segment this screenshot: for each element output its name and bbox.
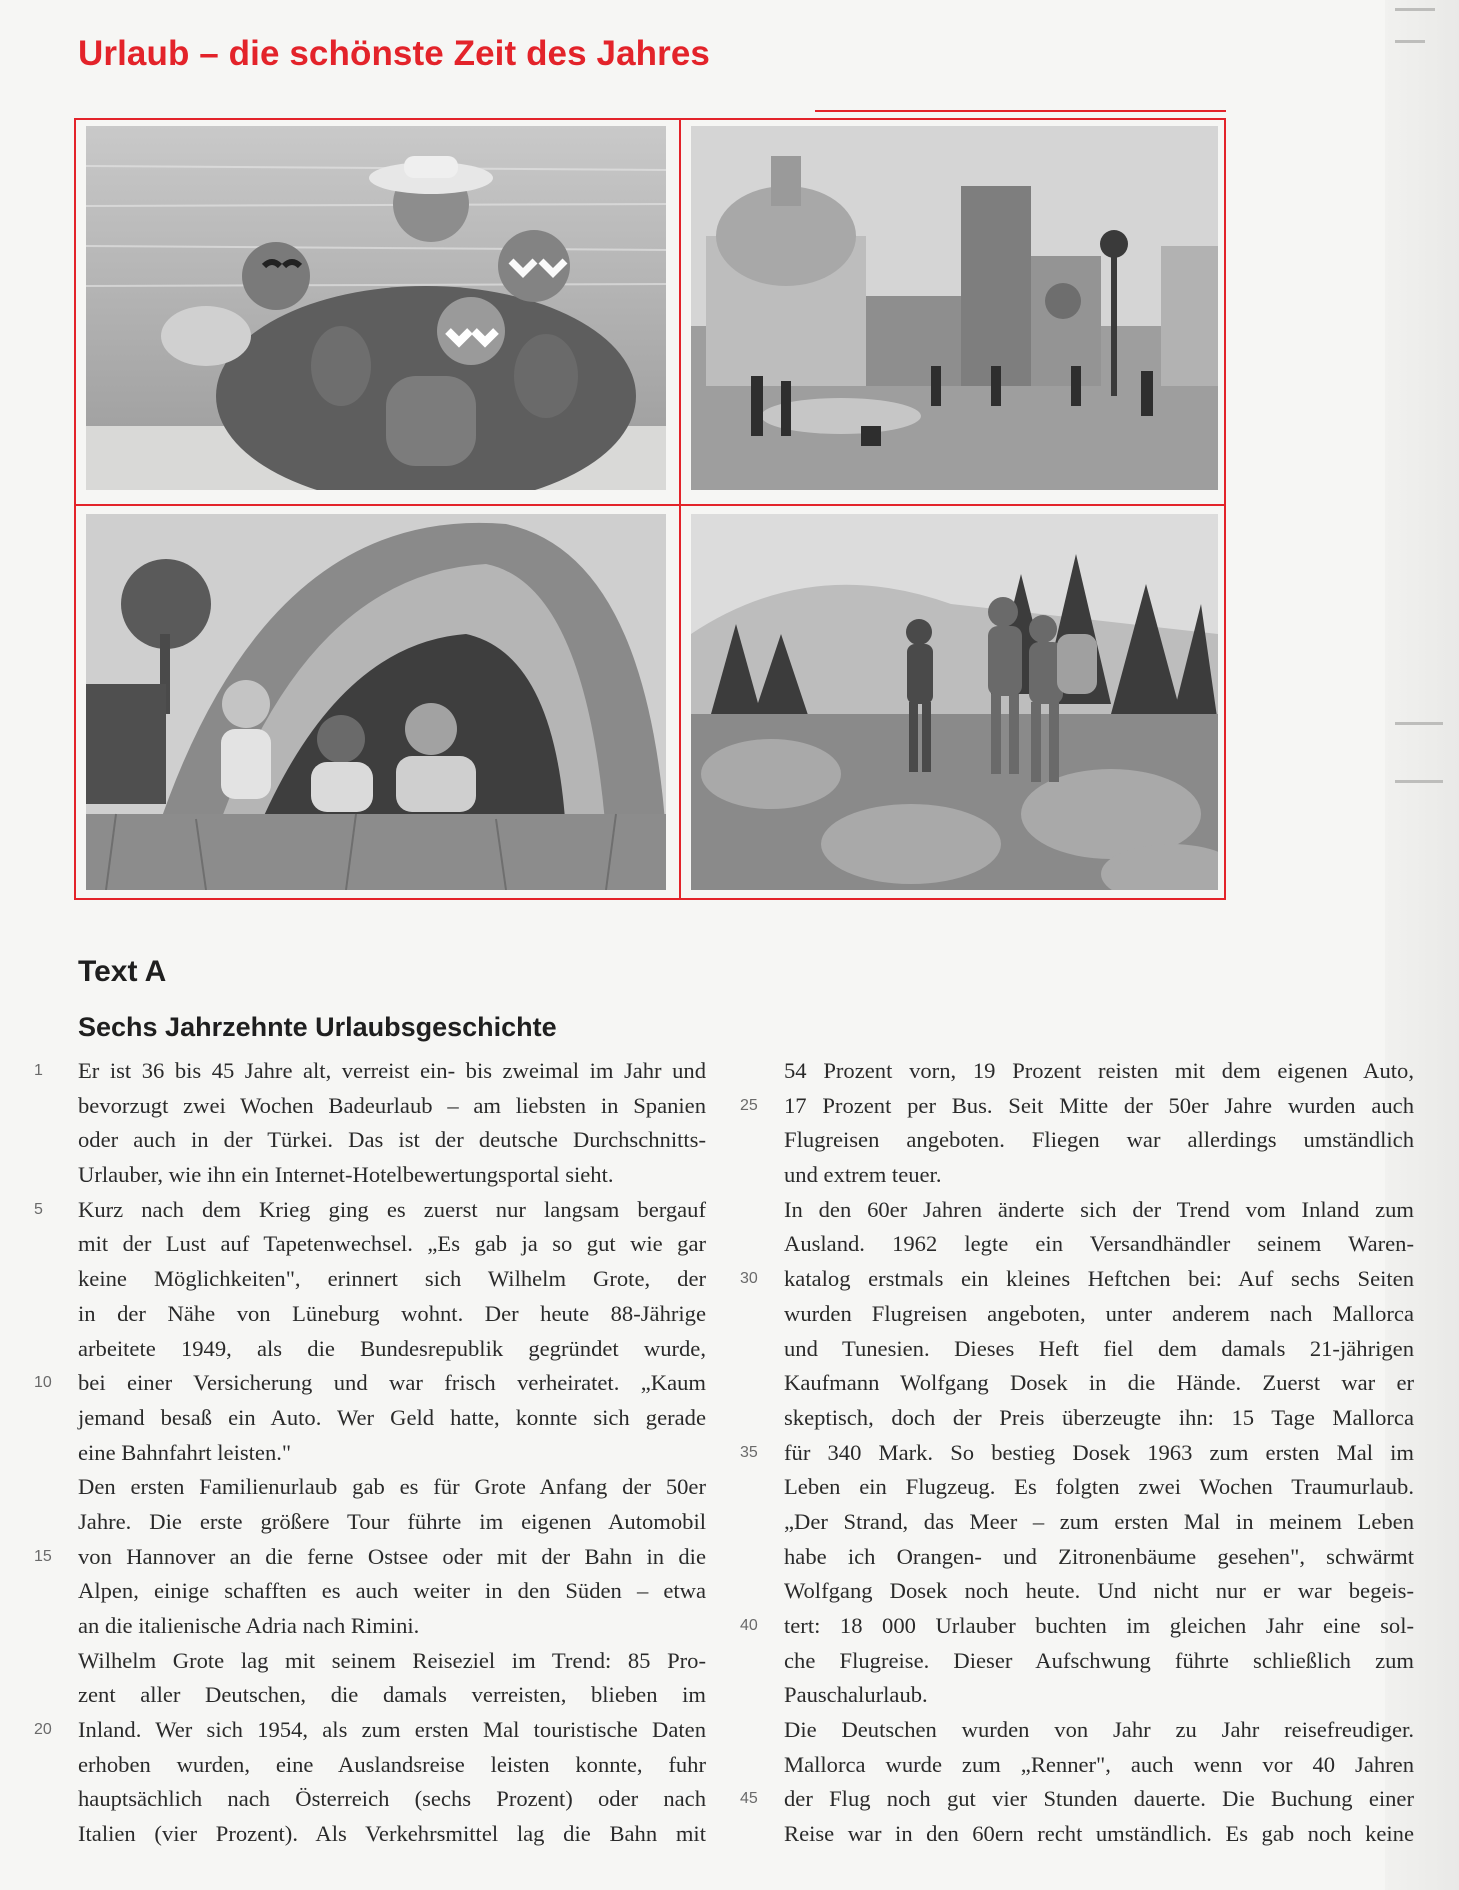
text-line [784, 1297, 1414, 1332]
text-line [784, 1470, 1414, 1505]
text-line [78, 1748, 706, 1783]
line-text: Jahre. Die erste größere Tour führte im eigenen Automobil [78, 1508, 706, 1534]
text-line [78, 1782, 706, 1817]
text-line [78, 1262, 706, 1297]
line-text: 17 Prozent per Bus. Seit Mitte der 50er Jahre wurden auch [784, 1092, 1414, 1118]
line-text: von Hannover an die ferne Ostsee oder mit der Bahn in die [78, 1543, 706, 1569]
line-number: 5 [34, 1200, 43, 1218]
line-text: eine Bahnfahrt leisten." [78, 1439, 292, 1465]
text-line [784, 1678, 1414, 1713]
line-text: skeptisch, doch der Preis überzeugte ihn: 15 Tage Mallorca [784, 1404, 1414, 1430]
line-text: Alpen, einige schafften es auch weiter in den Süden – etwa [78, 1578, 706, 1604]
text-line [78, 1505, 706, 1540]
line-text: In den 60er Jahren änderte sich der Trend vom Inland zum [784, 1196, 1414, 1222]
line-text: habe ich Orangen- und Zitronenbäume gesehen", schwärmt [784, 1543, 1414, 1569]
text-line [34, 1193, 706, 1228]
line-text: che Flugreise. Dieser Aufschwung führte schließlich zum [784, 1647, 1414, 1673]
line-text: Ausland. 1962 legte ein Versandhändler seinem Waren- [784, 1231, 1414, 1257]
text-line [784, 1540, 1414, 1575]
line-text: katalog erstmals ein kleines Heftchen bei: Auf sechs Seiten [784, 1266, 1414, 1292]
line-text: in der Nähe von Lüneburg wohnt. Der heute 88-Jährige [78, 1300, 706, 1326]
line-text: Leben ein Flugzeug. Es folgten zwei Wochen Traumurlaub. [784, 1474, 1414, 1500]
article-title: Sechs Jahrzehnte Urlaubsgeschichte [78, 1012, 557, 1042]
frame-horizontal-divider [76, 504, 1224, 506]
line-text: Er ist 36 bis 45 Jahre alt, verreist ein- bis zweimal im Jahr und [78, 1058, 706, 1083]
line-text: bei einer Versicherung und war frisch verheiratet. „Kaum [78, 1370, 706, 1396]
line-text: Kurz nach dem Krieg ging es zuerst nur langsam bergauf [78, 1196, 706, 1222]
text-line [784, 1713, 1414, 1748]
article-column-right [740, 1054, 1414, 1852]
line-text: Wilhelm Grote lag mit seinem Reiseziel im Trend: 85 Pro- [78, 1647, 706, 1673]
line-text: Flugreisen angeboten. Fliegen war allerdings umständlich [784, 1127, 1414, 1153]
text-line [78, 1227, 706, 1262]
line-text: „Der Strand, das Meer – zum ersten Mal in meinem Leben [784, 1508, 1414, 1534]
frame-vertical-divider [679, 120, 681, 898]
text-line [34, 1713, 706, 1748]
line-number: 15 [34, 1547, 52, 1565]
family-tent-photo [86, 514, 666, 890]
line-text: Urlauber, wie ihn ein Internet-Hotelbewertungsportal sieht. [78, 1162, 614, 1188]
text-line [34, 1054, 706, 1089]
text-line [740, 1089, 1414, 1124]
text-line [784, 1227, 1414, 1262]
line-text: Reise war in den 60ern recht umständlich. Es gab noch keine [784, 1821, 1414, 1847]
text-line [740, 1262, 1414, 1297]
line-text: der Flug noch gut vier Stunden dauerte. Die Buchung einer [784, 1786, 1414, 1812]
text-line [784, 1505, 1414, 1540]
page-title: Urlaub – die schönste Zeit des Jahres [78, 34, 710, 73]
text-line [78, 1470, 706, 1505]
text-line [78, 1158, 706, 1193]
photo-grid-frame [74, 118, 1226, 900]
line-text: wurden Flugreisen angeboten, unter anderem nach Mallorca [784, 1300, 1414, 1326]
text-line [784, 1401, 1414, 1436]
text-line [740, 1782, 1414, 1817]
line-number: 25 [740, 1096, 758, 1114]
text-line [78, 1574, 706, 1609]
line-number: 45 [740, 1790, 758, 1808]
hikers-mountain-photo [691, 514, 1218, 890]
text-label: Text A [78, 955, 167, 988]
line-text: oder auch in der Türkei. Das ist der deutsche Durchschnitts- [78, 1127, 706, 1153]
text-line [34, 1366, 706, 1401]
line-text: Mallorca wurde zum „Renner", auch wenn vor 40 Jahren [784, 1751, 1414, 1777]
text-line [78, 1817, 706, 1852]
line-text: für 340 Mark. So bestieg Dosek 1963 zum ersten Mal im [784, 1439, 1414, 1465]
city-square-photo [691, 126, 1218, 490]
text-line [784, 1332, 1414, 1367]
frame-top-accent-line [815, 110, 1226, 112]
line-text: 54 Prozent vorn, 19 Prozent reisten mit dem eigenen Auto, [784, 1058, 1414, 1083]
line-text: erhoben wurden, eine Auslandsreise leisten konnte, fuhr [78, 1751, 706, 1777]
line-text: Kaufmann Wolfgang Dosek in die Hände. Zuerst war er [784, 1370, 1414, 1396]
family-beach-photo [86, 126, 666, 490]
line-text: bevorzugt zwei Wochen Badeurlaub – am liebsten in Spanien [78, 1092, 706, 1118]
line-text: an die italienische Adria nach Rimini. [78, 1613, 420, 1638]
line-text: Italien (vier Prozent). Als Verkehrsmittel lag die Bahn mit [78, 1821, 706, 1847]
line-text: und extrem teuer. [784, 1162, 942, 1188]
line-number: 30 [740, 1270, 758, 1288]
line-text: zent aller Deutschen, die damals verreisten, blieben im [78, 1682, 706, 1708]
line-number: 20 [34, 1721, 52, 1739]
text-line [78, 1123, 706, 1158]
text-line [78, 1644, 706, 1679]
line-text: tert: 18 000 Urlauber buchten im gleichen Jahr eine sol- [784, 1613, 1414, 1638]
text-line [78, 1297, 706, 1332]
text-line [78, 1401, 706, 1436]
line-text: Wolfgang Dosek noch heute. Und nicht nur er war begeis- [784, 1578, 1414, 1604]
line-text: Inland. Wer sich 1954, als zum ersten Mal touristische Daten [78, 1717, 706, 1743]
text-line [784, 1193, 1414, 1228]
text-line [784, 1748, 1414, 1783]
line-text: und Tunesien. Dieses Heft fiel dem damals 21-jährigen [784, 1335, 1414, 1361]
text-line [784, 1644, 1414, 1679]
line-text: Den ersten Familienurlaub gab es für Grote Anfang der 50er [78, 1474, 706, 1500]
text-line [78, 1436, 706, 1471]
line-number: 35 [740, 1443, 758, 1461]
text-line [784, 1366, 1414, 1401]
line-text: Pauschalurlaub. [784, 1682, 928, 1708]
line-text: keine Möglichkeiten", erinnert sich Wilhelm Grote, der [78, 1266, 706, 1292]
line-text: arbeitete 1949, als die Bundesrepublik gegründet wurde, [78, 1335, 706, 1361]
text-line [34, 1540, 706, 1575]
text-line [78, 1678, 706, 1713]
text-line [78, 1332, 706, 1367]
line-text: Die Deutschen wurden von Jahr zu Jahr reisefreudiger. [784, 1717, 1414, 1743]
article-column-left [34, 1054, 706, 1852]
text-line [78, 1089, 706, 1124]
line-text: jemand besaß ein Auto. Wer Geld hatte, konnte sich gerade [78, 1404, 706, 1430]
line-text: mit der Lust auf Tapetenwechsel. „Es gab ja so gut wie gar [78, 1231, 706, 1257]
text-line [784, 1817, 1414, 1852]
line-number: 1 [34, 1062, 43, 1079]
text-line [784, 1574, 1414, 1609]
text-line [78, 1609, 706, 1644]
line-number: 10 [34, 1374, 52, 1392]
text-line [784, 1158, 1414, 1193]
text-line [784, 1054, 1414, 1089]
text-line [784, 1123, 1414, 1158]
line-text: hauptsächlich nach Österreich (sechs Prozent) oder nach [78, 1786, 706, 1812]
text-line [740, 1436, 1414, 1471]
line-number: 40 [740, 1617, 758, 1634]
text-line [740, 1609, 1414, 1644]
